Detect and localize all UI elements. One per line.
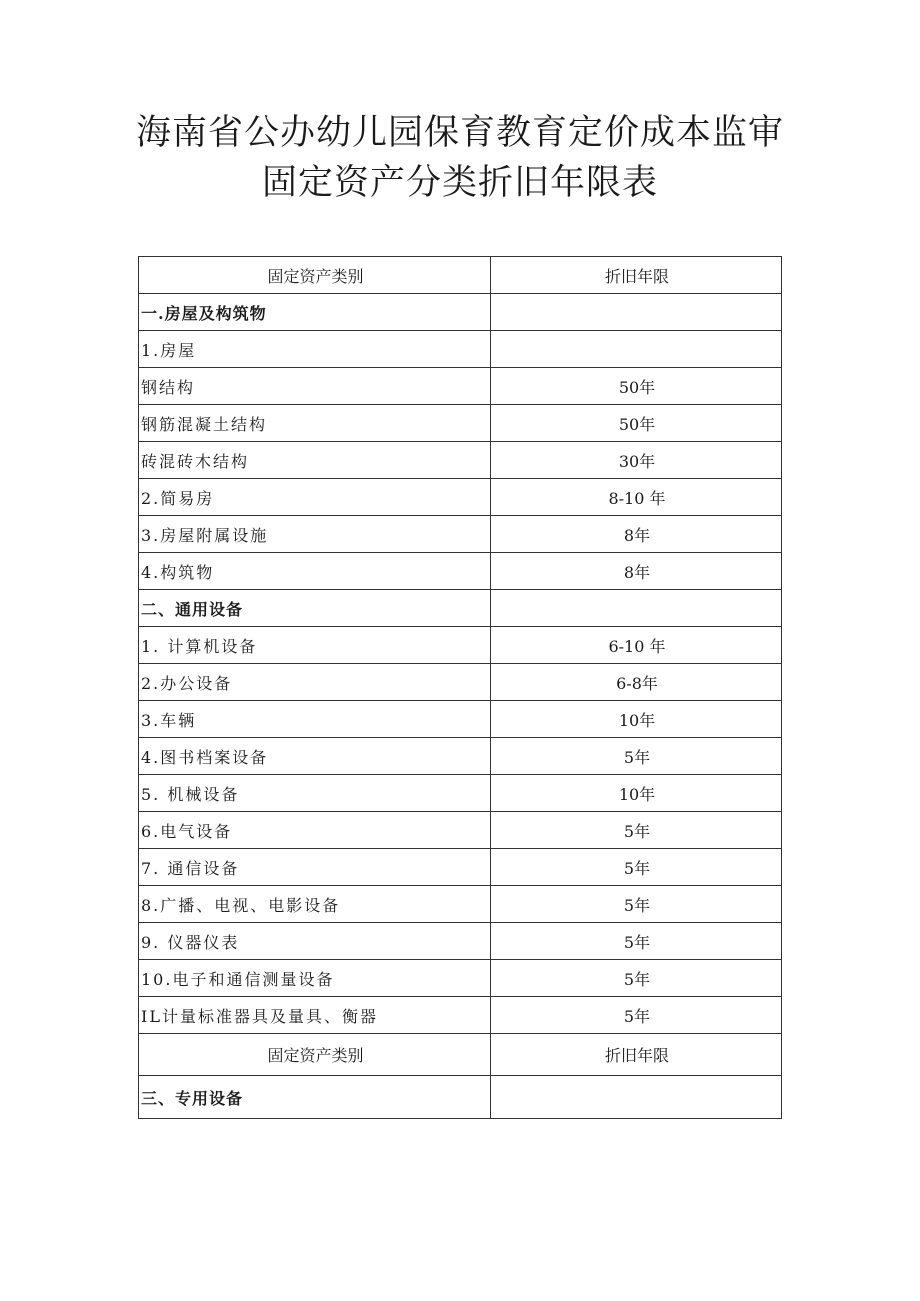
- row-years: 5年: [491, 923, 782, 960]
- row-years: [491, 590, 782, 627]
- table-row: [139, 590, 782, 627]
- table-row: [139, 442, 782, 479]
- row-years: 30年: [491, 442, 782, 479]
- header-years-repeat: 折旧年限: [491, 1034, 782, 1076]
- row-category: 钢筋混凝土结构: [139, 405, 491, 442]
- table-row: [139, 331, 782, 368]
- table-body: [139, 294, 782, 1034]
- table-row: [139, 775, 782, 812]
- row-years: 5年: [491, 886, 782, 923]
- row-years: 8年: [491, 516, 782, 553]
- row-category: 一.房屋及构筑物: [139, 294, 491, 331]
- row-category: 5. 机械设备: [139, 775, 491, 812]
- row-category: 3.房屋附属设施: [139, 516, 491, 553]
- row-category: 2.办公设备: [139, 664, 491, 701]
- table-header-row-repeat: [139, 1034, 782, 1076]
- row-category: 三、专用设备: [139, 1076, 491, 1119]
- table-header-row: [139, 257, 782, 294]
- row-years: 50年: [491, 405, 782, 442]
- table-row: [139, 812, 782, 849]
- table-row: [139, 923, 782, 960]
- row-years: 6-8年: [491, 664, 782, 701]
- table-row: [139, 738, 782, 775]
- row-years: 6-10 年: [491, 627, 782, 664]
- row-years: 5年: [491, 812, 782, 849]
- row-category: 8.广播、电视、电影设备: [139, 886, 491, 923]
- row-years: 8年: [491, 553, 782, 590]
- table-row: [139, 405, 782, 442]
- table-row: [139, 368, 782, 405]
- table-row: [139, 997, 782, 1034]
- row-years: 5年: [491, 849, 782, 886]
- header-category-repeat: 固定资产类别: [139, 1034, 491, 1076]
- row-years: 10年: [491, 775, 782, 812]
- row-category: 4.构筑物: [139, 553, 491, 590]
- row-category: 砖混砖木结构: [139, 442, 491, 479]
- table-row: [139, 516, 782, 553]
- row-category: 1.房屋: [139, 331, 491, 368]
- table-row: [139, 849, 782, 886]
- row-category: 7. 通信设备: [139, 849, 491, 886]
- header-years: 折旧年限: [491, 257, 782, 294]
- depreciation-table: [138, 256, 782, 1119]
- document-title-line-1: 海南省公办幼儿园保育教育定价成本监审: [135, 113, 784, 153]
- row-category: 9. 仪器仪表: [139, 923, 491, 960]
- row-category: 6.电气设备: [139, 812, 491, 849]
- header-category: 固定资产类别: [139, 257, 491, 294]
- row-category: 2.简易房: [139, 479, 491, 516]
- table-row: [139, 627, 782, 664]
- row-years: 5年: [491, 738, 782, 775]
- row-category: 二、通用设备: [139, 590, 491, 627]
- row-years: [491, 331, 782, 368]
- row-category: 3.车辆: [139, 701, 491, 738]
- table-row: [139, 294, 782, 331]
- row-category: 10.电子和通信测量设备: [139, 960, 491, 997]
- table-row: [139, 960, 782, 997]
- table-row: [139, 886, 782, 923]
- table-row: [139, 701, 782, 738]
- row-category: 1. 计算机设备: [139, 627, 491, 664]
- table-row-section: [139, 1076, 782, 1119]
- table-row: [139, 664, 782, 701]
- table-row: [139, 553, 782, 590]
- row-years: 10年: [491, 701, 782, 738]
- row-years: [491, 1076, 782, 1119]
- row-years: 5年: [491, 997, 782, 1034]
- row-category: IL计量标准器具及量具、衡器: [139, 997, 491, 1034]
- row-years: 50年: [491, 368, 782, 405]
- row-years: [491, 294, 782, 331]
- table-row: [139, 479, 782, 516]
- document-title-line-2: 固定资产分类折旧年限表: [261, 163, 658, 203]
- row-years: 5年: [491, 960, 782, 997]
- row-category: 钢结构: [139, 368, 491, 405]
- row-category: 4.图书档案设备: [139, 738, 491, 775]
- row-years: 8-10 年: [491, 479, 782, 516]
